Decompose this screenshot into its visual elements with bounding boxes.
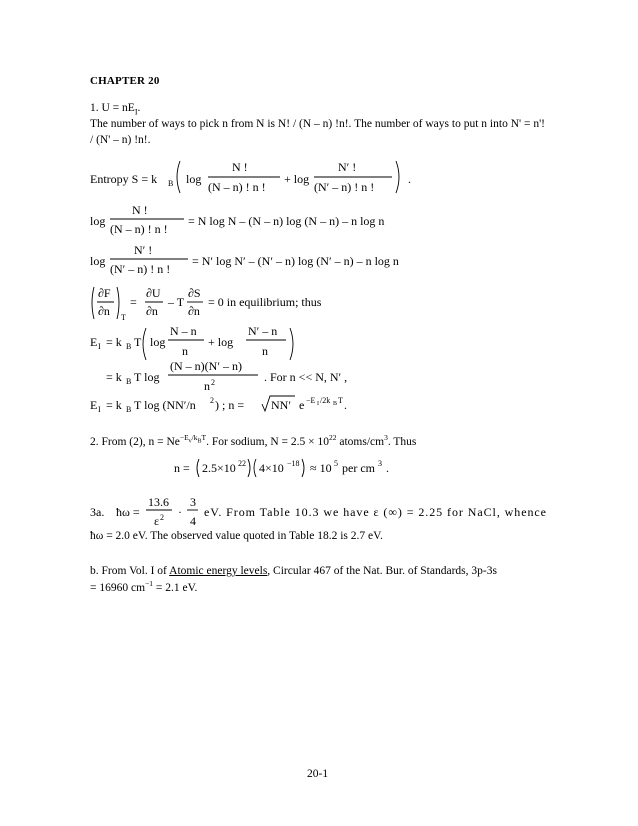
chapter-heading: CHAPTER 20 [90,75,160,87]
ei-equation-3 [90,393,430,422]
svg-text:e: e [299,398,305,412]
svg-text:−E: −E [306,396,316,405]
svg-text:log: log [150,335,166,349]
svg-text:= k: = k [106,398,122,412]
svg-text:B: B [168,179,174,188]
svg-text:= k: = k [106,335,122,349]
problem-1-statement: 1. $U = nE_I$. [90,102,141,117]
problem-3b-line1: b. From Vol. I of Atomic energy levels, Circular 467 of the Nat. Bur. of Standards, 3p-3s [90,565,497,577]
log-equation-2 [90,243,510,286]
svg-text:T log: T log [134,370,160,384]
svg-text:n: n [182,344,188,358]
svg-text:/2k: /2k [320,396,331,405]
svg-text:B: B [126,342,132,351]
svg-text:∂n: ∂n [98,304,110,318]
svg-text:≈ 10: ≈ 10 [310,461,332,475]
svg-text:E: E [90,335,98,349]
svg-text:log: log [90,214,106,228]
svg-text:2.5×10: 2.5×10 [202,461,236,475]
problem-3a-line2: ħω = 2.0 eV. The observed value quoted in Table 18.2 is 2.7 eV. [90,530,383,542]
svg-text:.: . [344,398,347,412]
svg-text:(N – n) ! n !: (N – n) ! n ! [208,180,266,194]
svg-text:5: 5 [334,459,338,468]
svg-text:B: B [333,401,338,407]
svg-text:2: 2 [211,378,215,387]
page-number: 20-1 [307,768,329,780]
svg-text:ħω =: ħω = [116,505,140,519]
svg-text:2: 2 [210,396,214,405]
svg-text:T: T [134,335,142,349]
svg-text:B: B [126,405,132,414]
svg-text:= k: = k [106,370,122,384]
svg-text:N′ !: N′ ! [338,160,357,174]
svg-text:per cm: per cm [342,461,375,475]
svg-text:n: n [262,344,268,358]
svg-text:=: = [130,295,137,309]
problem-2-statement: 2. From (2), $n = Ne^{-E_v/k_BT}$. For sodium, $N = 2.5 \times 10^{22}$ atoms/$cm^3$. Thus [90,433,417,448]
svg-text:= 0 in equilibrium; thus: = 0 in equilibrium; thus [208,295,322,309]
svg-text:4×10: 4×10 [259,461,284,475]
svg-text:N !: N ! [132,203,148,217]
svg-text:4: 4 [190,514,196,528]
svg-text:N – n: N – n [170,324,197,338]
svg-text:·: · [178,505,182,519]
entropy-equation [90,153,420,204]
svg-text:∂S: ∂S [188,286,201,300]
svg-text:log: log [186,172,202,186]
svg-text:(N – n)(N′ – n): (N – n)(N′ – n) [170,359,242,373]
svg-text:– T: – T [168,295,185,309]
svg-text:13.6: 13.6 [148,495,169,509]
svg-text:= N′ log N′ – (N′ – n) log (N′: = N′ log N′ – (N′ – n) log (N′ – n) – n log n [192,254,399,268]
svg-text:NN′: NN′ [271,398,291,412]
svg-text:(N′ – n) ! n !: (N′ – n) ! n ! [110,262,171,276]
svg-text:∂F: ∂F [98,286,111,300]
svg-text:N′ !: N′ ! [134,243,153,257]
problem-2-equation [174,456,434,483]
svg-text:T: T [121,313,126,322]
problem-3b-line2: = 16960 $cm^{-1} = 2.1$ eV. [90,579,198,594]
problem-3a-equation [90,494,550,533]
svg-text:(N – n) ! n !: (N – n) ! n ! [110,222,168,236]
log-equation-1 [90,203,490,246]
svg-text:I: I [98,405,101,414]
svg-text:n =: n = [174,461,190,475]
svg-text:.: . [408,172,411,186]
svg-text:I: I [317,401,319,407]
svg-text:T log (NN′/n: T log (NN′/n [134,398,196,412]
svg-text:∂U: ∂U [146,286,161,300]
svg-text:3: 3 [378,459,382,468]
svg-text:n: n [204,379,210,393]
svg-text:N !: N ! [232,160,248,174]
svg-text:. For n << N, N′ ,: . For n << N, N′ , [264,370,348,384]
svg-text:+ log: + log [284,172,310,186]
svg-text:∂n: ∂n [146,304,158,318]
svg-text:B: B [126,377,132,386]
svg-text:∂n: ∂n [188,304,200,318]
svg-text:Entropy S = k: Entropy S = k [90,172,158,186]
svg-text:3: 3 [190,495,196,509]
svg-text:N′ – n: N′ – n [248,324,278,338]
svg-text:+ log: + log [208,335,234,349]
svg-text:T: T [338,396,343,405]
svg-text:I: I [98,342,101,351]
svg-text:.: . [386,461,389,475]
svg-text:= N log N – (N – n) log (N – n: = N log N – (N – n) log (N – n) – n log n [188,214,385,228]
svg-text:−18: −18 [287,459,300,468]
svg-text:(N′ – n) ! n !: (N′ – n) ! n ! [314,180,375,194]
svg-text:E: E [90,398,98,412]
svg-text:ε: ε [154,514,160,528]
svg-text:2: 2 [160,513,164,522]
svg-text:22: 22 [238,459,246,468]
svg-text:) ; n =: ) ; n = [215,398,245,412]
svg-text:log: log [90,254,106,268]
svg-text:3a.: 3a. [90,505,105,519]
svg-text:eV. From Table 10.3 we ha: eV. From Table 10.3 we have ε (∞) = 2.25 for NaCl, whence [204,505,546,519]
problem-1-paragraph: The number of ways to pick n from N is N! / (N – n) !n!. The number of ways to put n into N' = n'! / (N' – n) !n!. [90,118,545,146]
